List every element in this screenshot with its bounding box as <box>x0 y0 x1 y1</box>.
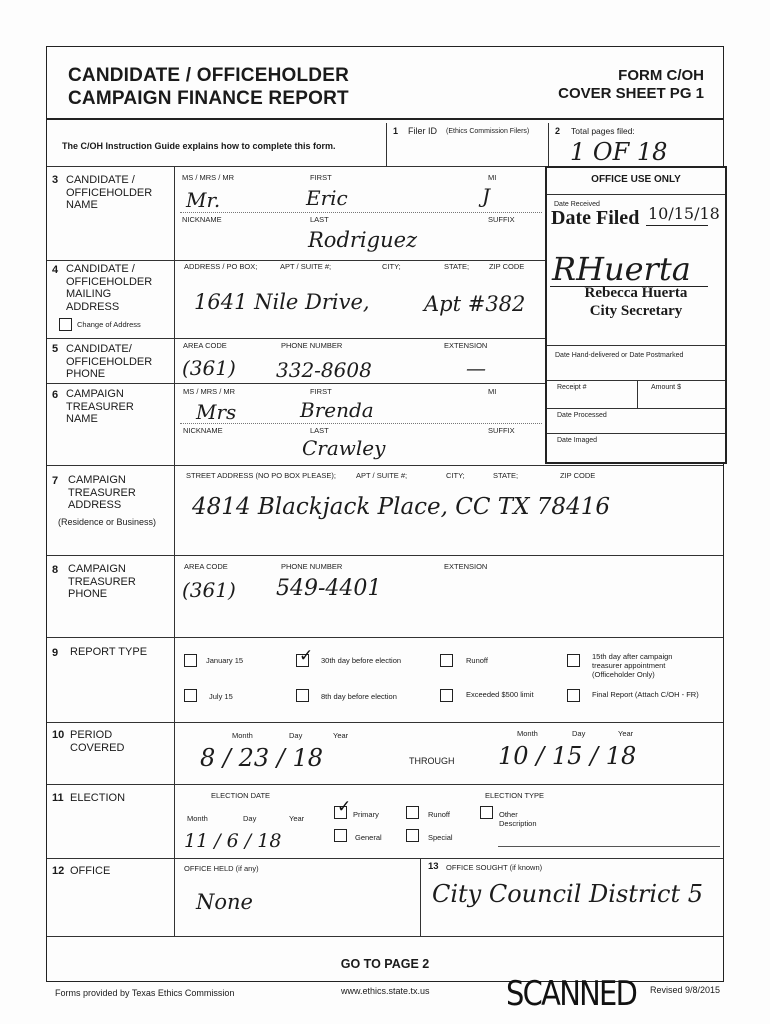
s4-zip-label: ZIP CODE <box>489 262 525 271</box>
election-general-label: General <box>355 833 382 842</box>
form-title-line1: CANDIDATE / OFFICEHOLDER <box>68 65 349 86</box>
s5-area-label: AREA CODE <box>183 341 227 350</box>
election-runoff-label: Runoff <box>428 810 450 819</box>
report-8th-day-label: 8th day before election <box>321 692 397 701</box>
rule <box>547 345 725 346</box>
s4-apt-value: Apt #382 <box>424 292 526 316</box>
s10-from-month-label: Month <box>232 731 253 740</box>
s3-first-value: Eric <box>306 186 348 210</box>
s5-phone-label: PHONE NUMBER <box>281 341 343 350</box>
s6-mi-label: MI <box>488 387 497 396</box>
s8-phone-label: PHONE NUMBER <box>281 562 343 571</box>
section-4-num: 4 <box>52 264 59 276</box>
election-primary-checkmark: ✓ <box>337 797 352 817</box>
report-30th-day-label: 30th day before election <box>321 656 402 665</box>
report-jul15-checkbox[interactable] <box>184 689 197 702</box>
divider <box>420 858 421 936</box>
section-10-label: PERIOD COVERED <box>70 729 125 754</box>
s5-ext-value: — <box>466 356 486 380</box>
s13-sought-value: City Council District 5 <box>432 880 704 908</box>
change-of-address-checkbox[interactable] <box>59 318 72 331</box>
s3-prefix-label: MS / MRS / MR <box>182 173 235 182</box>
section-8-label: CAMPAIGN TREASURER PHONE <box>68 563 136 600</box>
s10-to-value: 10 / 15 / 18 <box>498 742 637 770</box>
s11-type-label: ELECTION TYPE <box>485 791 545 800</box>
form-title-line2: CAMPAIGN FINANCE REPORT <box>68 88 349 109</box>
row-rule <box>47 465 723 466</box>
s10-through-label: THROUGH <box>409 756 455 766</box>
total-pages-value: 1 OF 18 <box>570 138 668 166</box>
report-final-label: Final Report (Attach C/OH - FR) <box>592 690 699 699</box>
section-9-label: REPORT TYPE <box>70 646 148 658</box>
report-15th-day-checkbox[interactable] <box>567 654 580 667</box>
s4-city-label: CITY; <box>382 262 401 271</box>
filer-id-num: 1 <box>393 126 399 136</box>
section-6-label: CAMPAIGN TREASURER NAME <box>66 388 134 425</box>
receipt-label: Receipt # <box>557 384 587 391</box>
s4-address-value: 1641 Nile Drive, <box>194 290 370 314</box>
s11-month-label: Month <box>187 814 208 823</box>
s8-ext-label: EXTENSION <box>444 562 488 571</box>
report-runoff-label: Runoff <box>466 656 488 665</box>
s7-residence-note: (Residence or Business) <box>58 517 157 527</box>
total-pages-label: Total pages filed: <box>571 126 635 136</box>
row-rule <box>47 260 545 261</box>
rule <box>547 380 725 381</box>
date-filed-label: Date Filed <box>551 207 640 229</box>
change-of-address-label: Change of Address <box>77 320 141 329</box>
s4-apt-label: APT / SUITE #; <box>280 262 332 271</box>
s8-area-label: AREA CODE <box>184 562 228 571</box>
s3-first-label: FIRST <box>310 173 332 182</box>
s3-suffix-label: SUFFIX <box>488 215 515 224</box>
rule <box>547 408 725 409</box>
total-pages-num: 2 <box>555 126 561 136</box>
report-exceeded-checkbox[interactable] <box>440 689 453 702</box>
row-rule <box>47 383 545 384</box>
election-runoff-checkbox[interactable] <box>406 806 419 819</box>
other-description-line <box>498 846 720 847</box>
row-rule <box>47 722 723 723</box>
s3-last-value: Rodriguez <box>308 228 418 252</box>
go-to-page-2: GO TO PAGE 2 <box>340 957 430 971</box>
footer-revised: Revised 9/8/2015 <box>650 985 721 995</box>
row-rule <box>47 555 723 556</box>
row-rule <box>47 936 723 937</box>
s4-addr-label: ADDRESS / PO BOX; <box>184 262 258 271</box>
s5-phone-value: 332-8608 <box>276 358 372 382</box>
s5-area-value: (361) <box>182 356 236 380</box>
report-final-checkbox[interactable] <box>567 689 580 702</box>
rule <box>180 212 542 213</box>
s6-last-label: LAST <box>310 426 329 435</box>
filer-id-note: (Ethics Commission Filers) <box>446 128 530 135</box>
row-rule <box>47 637 723 638</box>
s12-held-label: OFFICE HELD (if any) <box>184 864 259 873</box>
scanned-stamp: SCANNED <box>506 974 637 1014</box>
rule <box>646 225 708 226</box>
section-4-label: CANDIDATE / OFFICEHOLDER MAILING ADDRESS <box>66 263 153 313</box>
report-runoff-checkbox[interactable] <box>440 654 453 667</box>
s3-last-label: LAST <box>310 215 329 224</box>
header-rule <box>47 118 723 120</box>
s11-date-label: ELECTION DATE <box>211 791 271 800</box>
election-special-label: Special <box>428 833 453 842</box>
s13-sought-label: OFFICE SOUGHT (if known) <box>446 863 543 872</box>
s10-from-day-label: Day <box>289 731 303 740</box>
row-rule <box>47 784 723 785</box>
rule <box>547 433 725 434</box>
date-filed-value: 10/15/18 <box>648 204 720 223</box>
section-12-num: 12 <box>52 865 65 877</box>
date-imaged-label: Date Imaged <box>557 437 598 444</box>
s7-state-label: STATE; <box>493 471 519 480</box>
election-other-checkbox[interactable] <box>480 806 493 819</box>
s6-prefix-label: MS / MRS / MR <box>183 387 236 396</box>
filer-id-label: Filer ID <box>408 126 437 136</box>
footer-provider: Forms provided by Texas Ethics Commission <box>55 988 235 998</box>
s3-mi-label: MI <box>488 173 497 182</box>
amount-label: Amount $ <box>651 384 681 391</box>
s7-street-label: STREET ADDRESS (NO PO BOX PLEASE); <box>186 471 336 480</box>
s6-first-label: FIRST <box>310 387 332 396</box>
row-rule <box>47 338 545 339</box>
s10-from-value: 8 / 23 / 18 <box>200 744 324 772</box>
s7-apt-label: APT / SUITE #; <box>356 471 408 480</box>
section-7-label: CAMPAIGN TREASURER ADDRESS <box>68 474 136 511</box>
s8-area-value: (361) <box>182 578 236 602</box>
official-signature: RHuerta <box>552 250 691 288</box>
hand-delivered-label: Date Hand-delivered or Date Postmarked <box>555 352 684 359</box>
s11-day-label: Day <box>243 814 257 823</box>
divider <box>548 123 549 166</box>
section-3-num: 3 <box>52 174 59 186</box>
form-subtitle: COVER SHEET PG 1 <box>558 85 704 102</box>
s10-to-year-label: Year <box>618 729 634 738</box>
report-8th-day-checkbox[interactable] <box>296 689 309 702</box>
instruction-text: The C/OH Instruction Guide explains how to complete this form. <box>62 141 336 151</box>
s3-nickname-label: NICKNAME <box>182 215 222 224</box>
row-rule <box>47 858 723 859</box>
rule <box>547 194 725 195</box>
section-13-num: 13 <box>428 861 439 872</box>
section-5-label: CANDIDATE/ OFFICEHOLDER PHONE <box>66 343 153 380</box>
divider <box>386 123 387 166</box>
official-name: Rebecca Huerta <box>584 285 688 301</box>
s7-address-value: 4814 Blackjack Place, CC TX 78416 <box>192 494 610 520</box>
official-title: City Secretary <box>589 303 683 319</box>
rule <box>180 423 542 424</box>
s7-zip-label: ZIP CODE <box>560 471 596 480</box>
date-received-label: Date Received <box>554 201 600 208</box>
s6-suffix-label: SUFFIX <box>488 426 515 435</box>
s10-to-day-label: Day <box>572 729 586 738</box>
report-15th-day-label: 15th day after campaign treasurer appointment (Officeholder Only) <box>592 652 673 679</box>
election-primary-label: Primary <box>353 810 379 819</box>
section-9-num: 9 <box>52 647 59 659</box>
s11-year-label: Year <box>289 814 305 823</box>
s5-ext-label: EXTENSION <box>444 341 488 350</box>
s10-to-month-label: Month <box>517 729 538 738</box>
report-jan15-checkbox[interactable] <box>184 654 197 667</box>
footer-url: www.ethics.state.tx.us <box>341 986 430 996</box>
s10-from-year-label: Year <box>333 731 349 740</box>
section-3-label: CANDIDATE / OFFICEHOLDER NAME <box>66 174 153 211</box>
election-special-checkbox[interactable] <box>406 829 419 842</box>
s3-mi-value: J <box>482 184 491 208</box>
s7-city-label: CITY; <box>446 471 465 480</box>
section-6-num: 6 <box>52 389 59 401</box>
section-8-num: 8 <box>52 564 59 576</box>
section-12-label: OFFICE <box>70 865 111 877</box>
election-general-checkbox[interactable] <box>334 829 347 842</box>
report-exceeded-label: Exceeded $500 limit <box>466 690 534 699</box>
section-10-num: 10 <box>52 729 65 741</box>
s3-prefix-value: Mr. <box>186 188 221 212</box>
s4-state-label: STATE; <box>444 262 470 271</box>
s6-prefix-value: Mrs <box>196 400 237 424</box>
date-processed-label: Date Processed <box>557 412 607 419</box>
report-30th-day-checkmark: ✓ <box>299 646 314 666</box>
report-jan15-label: January 15 <box>206 656 244 665</box>
rule <box>637 380 638 408</box>
s12-held-value: None <box>196 890 253 914</box>
section-7-num: 7 <box>52 475 59 487</box>
s6-last-value: Crawley <box>302 436 386 460</box>
label-column-rule <box>174 166 175 936</box>
election-other-label: Other Description <box>499 810 537 828</box>
section-11-num: 11 <box>52 792 64 804</box>
s11-date-value: 11 / 6 / 18 <box>184 830 282 852</box>
report-jul15-label: July 15 <box>209 692 233 701</box>
s6-first-value: Brenda <box>300 398 374 422</box>
s6-nickname-label: NICKNAME <box>183 426 223 435</box>
form-number: FORM C/OH <box>618 67 704 84</box>
office-use-title: OFFICE USE ONLY <box>591 174 681 185</box>
section-11-label: ELECTION <box>70 792 126 804</box>
s8-phone-value: 549-4401 <box>276 576 382 601</box>
section-5-num: 5 <box>52 343 59 355</box>
